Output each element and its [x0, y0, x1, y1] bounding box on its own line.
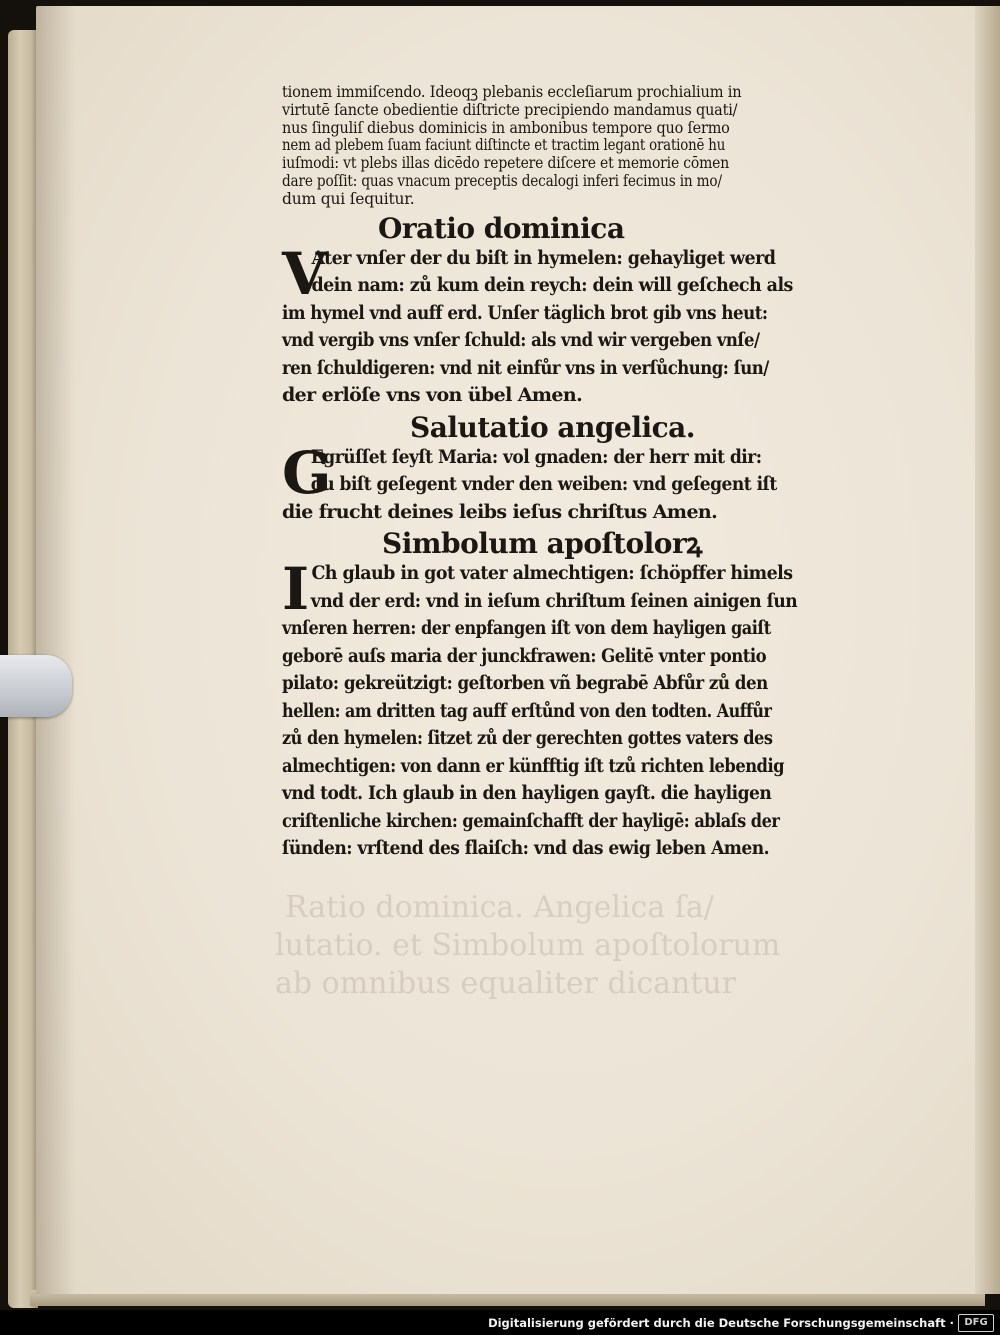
text-line: vnd todt. Ich glaub in den hayligen gayſt. die hayligen: [282, 782, 772, 805]
text-block: [282, 84, 842, 863]
text-line: dein nam: zů kum dein reych: dein will geſchech als: [311, 274, 793, 297]
text-line: almechtigen: von dann er künfftig iſt tzů richten lebendig: [282, 754, 785, 777]
latin-intro: [282, 84, 842, 209]
page-clip: [0, 655, 72, 717]
section-heading: Simbolum apoſtolorꝝ: [382, 527, 702, 561]
text-line: vnſeren herren: der enpfangen iſt von dem hayligen gaiſt: [282, 617, 771, 640]
text-line: criſtenliche kirchen: gemainſchafft der hayligē: ablaſs der: [282, 809, 780, 832]
text-line: Ch glaub in got vater almechtigen: ſchöpffer himels: [311, 562, 793, 585]
drop-initial: I: [282, 555, 310, 624]
text-line: hellen: am dritten tag auff erſtůnd von den todten. Auffůr: [282, 699, 772, 722]
drop-initial: G: [282, 438, 332, 507]
footer-credit: Digitalisierung gefördert durch die Deutsche Forschungsgemeinschaft ·: [488, 1316, 954, 1330]
text-line: zů den hymelen: ſitzet zů der gerechten gottes vaters des: [282, 727, 773, 750]
text-line: die frucht deines leibs ieſus chriſtus Amen.: [282, 500, 718, 523]
prayer-section: [282, 239, 842, 410]
text-line: vnd der erd: vnd in ieſum chriſtum ſeinen ainigen ſun: [310, 589, 798, 612]
footer-bar: [0, 1310, 1000, 1335]
text-line: pilato: gekreützigt: geſtorben vñ begrabē Abfůr zů den: [282, 672, 768, 695]
text-line: ren ſchuldigeren: vnd nit einfůr vns in verſůchung: ſun/: [282, 356, 769, 379]
text-line: geborē auſs maria der junckfrawen: Gelitē vnter pontio: [282, 644, 767, 667]
text-line: im hymel vnd auff erd. Unſer täglich brot gib vns heut:: [282, 301, 768, 324]
gutter-shadow: [36, 6, 76, 1294]
text-line: virtutē ſancte obedientie diſtricte precipiendo mandamus quati/: [282, 100, 738, 119]
text-line: vnd vergib vns vnſer ſchuld: als vnd wir vergeben vnſe/: [282, 329, 760, 352]
text-line: nus ſinguliſ diebus dominicis in ambonibus tempore quo ſermo: [282, 118, 730, 137]
text-line: der erlöſe vns von übel Amen.: [282, 384, 583, 407]
section-heading: Oratio dominica: [378, 211, 625, 245]
text-line: tionem immiſcendo. Ideoqꝫ plebanis eccleſiarum prochialium in: [282, 83, 742, 101]
text-line: Ater vnſer der du biſt in hymelen: gehayliget werd: [311, 246, 776, 269]
text-line: nem ad plebem ſuam faciunt diſtincte et tractim legant orationē hu: [282, 136, 726, 155]
prayer-section: [282, 555, 842, 863]
section-heading: Salutatio angelica.: [410, 410, 696, 444]
prayer-section: [282, 438, 842, 527]
text-line: iuſmodi: vt plebs illas dicēdo repetere diſcere et memorie cōmen: [282, 154, 730, 173]
text-line: dare poſſit: quas vnacum preceptis decalogi inferi fecimus in mo/: [282, 171, 722, 190]
text-line: dum qui ſequitur.: [282, 189, 415, 208]
text-line: ſünden: vrſtend des flaiſch: vnd das ewig leben Amen.: [282, 837, 769, 860]
text-line: Egrüſſet ſeyſt Maria: vol gnaden: der herr mit dir:: [310, 445, 762, 468]
drop-initial: V: [282, 239, 328, 308]
book-right-edge: [975, 6, 1000, 1294]
dfg-logo: DFG: [958, 1314, 994, 1332]
text-line: du biſt geſegent vnder den weiben: vnd geſegent iſt: [310, 473, 777, 496]
